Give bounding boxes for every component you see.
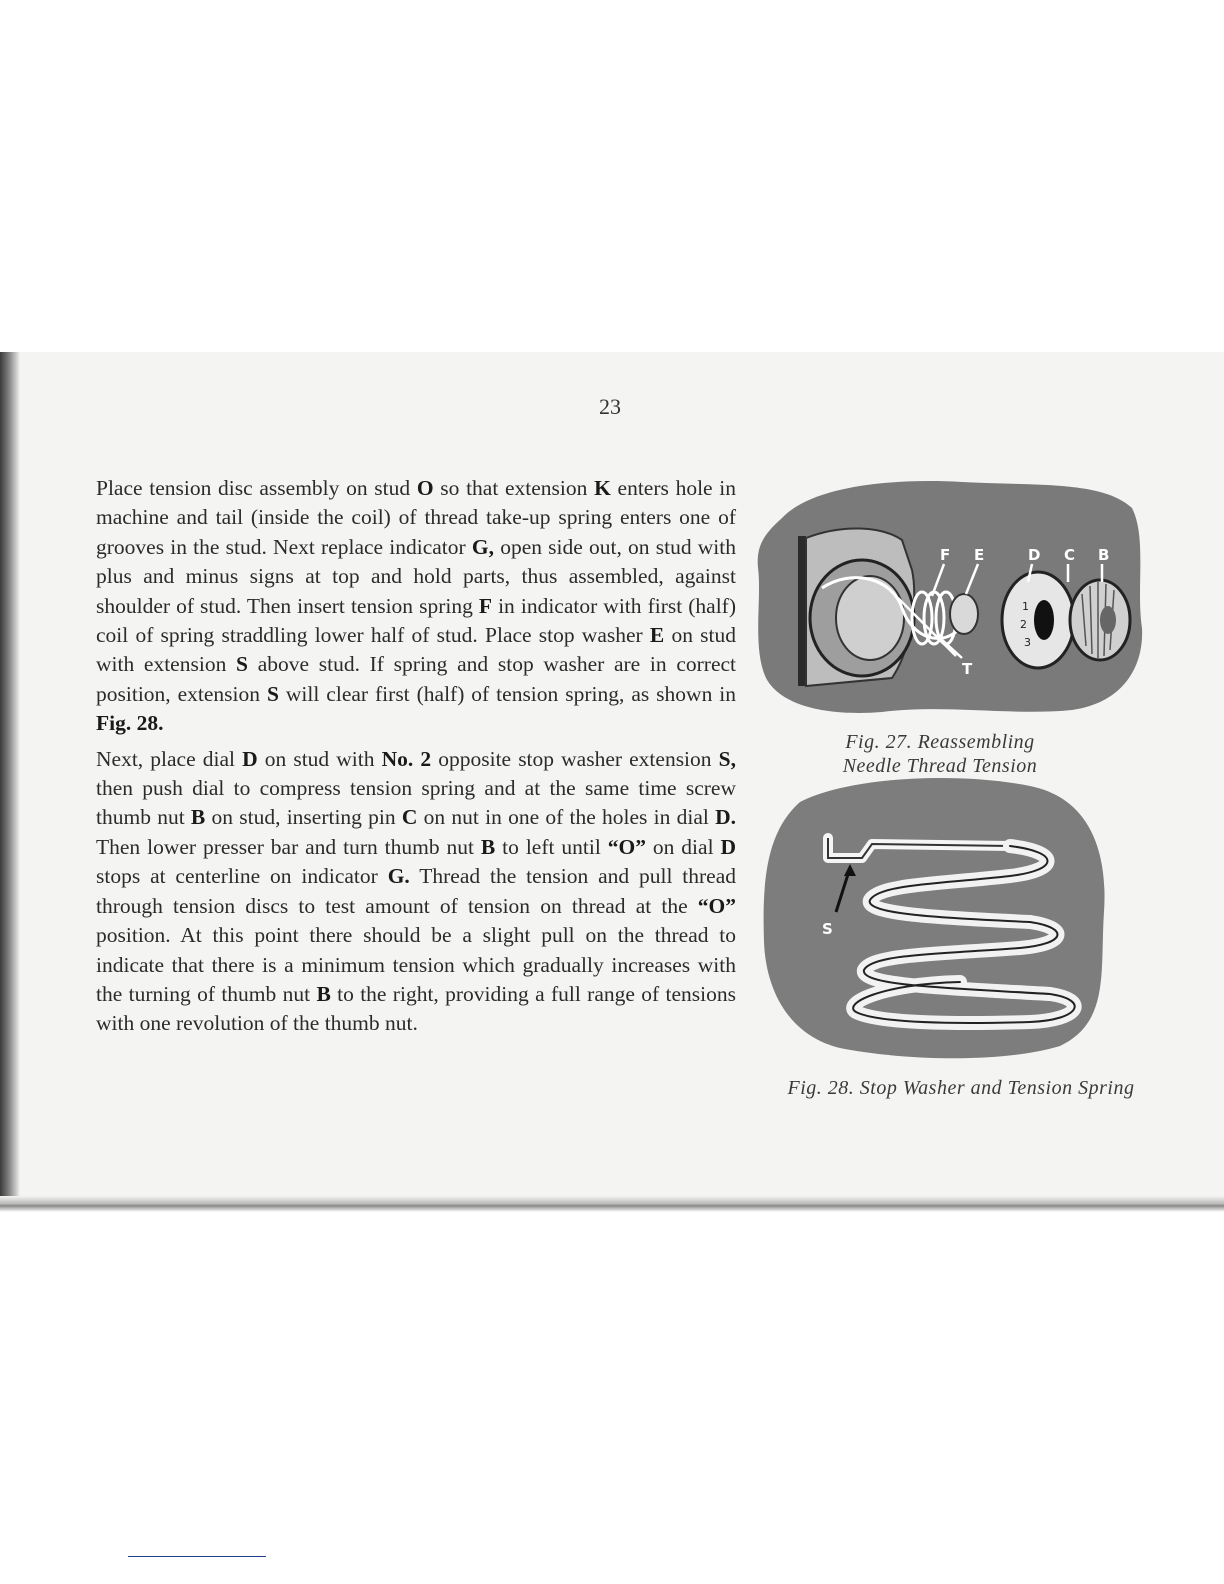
bold-reference: G, — [471, 534, 494, 559]
text-run: so that extension — [433, 476, 595, 500]
bold-reference: O — [416, 476, 434, 500]
text-run: will clear first (half) of tension spring, as shown in — [278, 681, 737, 706]
figure-28-illustration — [760, 772, 1110, 1060]
callout-f: F — [940, 546, 951, 564]
text-run: Thread the tension and pull thread through tension discs to test amount of tension on thread at the — [96, 864, 737, 918]
footnote-rule — [128, 1556, 266, 1557]
dial-digit: 2 — [1020, 618, 1027, 631]
text-run: Place tension disc assembly on stud — [96, 476, 417, 500]
fig28-svg — [760, 772, 1110, 1060]
page-bottom-edge — [0, 1196, 1224, 1212]
page-number: 23 — [599, 394, 621, 419]
bold-reference: No. 2 — [381, 746, 432, 771]
bold-reference: G. — [387, 864, 410, 889]
text-run: to the right, providing a full range of tensions with one revolution of the thumb nut. — [96, 981, 736, 1036]
text-run: in indicator with first (half) coil of spring straddling lower half of stud. Place stop washer — [96, 593, 736, 648]
text-run: then push dial to compress tension spring and at the same time screw thumb nut — [96, 776, 736, 830]
text-run: on nut in one of the holes in dial — [417, 805, 716, 830]
dial-digit: 3 — [1024, 636, 1031, 649]
bold-reference: D — [720, 834, 736, 859]
callout-c: C — [1064, 546, 1076, 564]
fig27-svg — [752, 478, 1144, 716]
bold-reference: “O” — [697, 893, 736, 918]
callout-e: E — [974, 546, 985, 564]
text-run: stops at centerline on indicator — [96, 864, 388, 889]
binding-edge — [0, 352, 20, 1200]
dial-digit: 1 — [1022, 600, 1029, 613]
text-run: Next, place dial — [96, 746, 243, 771]
thumb-nut-hole — [1100, 606, 1116, 634]
bold-reference: D. — [715, 805, 736, 830]
bold-reference: F — [478, 593, 493, 618]
tension-housing-inner — [836, 576, 904, 660]
text-run: enters hole in machine and tail (inside the coil) of thread take-up spring enters one of grooves in the stud. Next replace indicator — [96, 476, 737, 559]
figure-27-caption — [790, 730, 1090, 778]
caption-line: Needle Thread Tension — [842, 755, 1038, 777]
bold-reference: S — [266, 681, 279, 706]
bold-reference: B — [480, 834, 496, 859]
bold-reference: D — [242, 746, 258, 771]
text-run: opposite stop washer extension — [431, 746, 719, 771]
callout-s: S — [822, 920, 833, 938]
dial-d-center — [1034, 600, 1054, 640]
callout-d: D — [1028, 546, 1041, 564]
text-run: Then lower presser bar and turn thumb nut — [96, 834, 481, 859]
text-run: open side out, on stud with plus and minus signs at top and hold parts, thus assembled, against shoulder of stud. Then insert tension spring — [96, 534, 736, 618]
callout-t: T — [962, 660, 973, 678]
paragraph — [96, 745, 736, 1039]
text-run: on stud with extension — [96, 623, 736, 677]
bold-reference: K — [594, 476, 611, 500]
text-run: above stud. If spring and stop washer are in correct position, extension — [96, 652, 737, 706]
callout-b: B — [1098, 546, 1110, 564]
bold-reference: B — [190, 805, 206, 830]
bold-reference: C — [401, 805, 418, 830]
bold-reference: “O” — [607, 834, 646, 859]
text-run: position. At this point there should be a slight pull on the thread to indicate that there is a minimum tension which gradually increases with the turning of thumb nut — [96, 923, 736, 1006]
stop-washer — [950, 594, 978, 634]
caption-line: Fig. 27. Reassembling — [845, 731, 1035, 753]
figure-27-illustration — [752, 478, 1144, 716]
text-run: on stud with — [257, 746, 382, 771]
bold-reference: S — [236, 652, 248, 677]
bold-reference: Fig. 28. — [96, 711, 164, 736]
paragraph — [96, 474, 736, 739]
bold-reference: S, — [718, 746, 736, 771]
text-run: to left until — [495, 834, 608, 859]
bold-reference: B — [316, 981, 331, 1006]
machine-plate — [798, 536, 806, 686]
text-run: on stud, inserting pin — [205, 805, 402, 830]
text-run: on dial — [645, 834, 721, 859]
body-text — [96, 474, 736, 1045]
bold-reference: E — [649, 623, 665, 648]
figure-28-caption: Fig. 28. Stop Washer and Tension Spring — [787, 1077, 1135, 1099]
